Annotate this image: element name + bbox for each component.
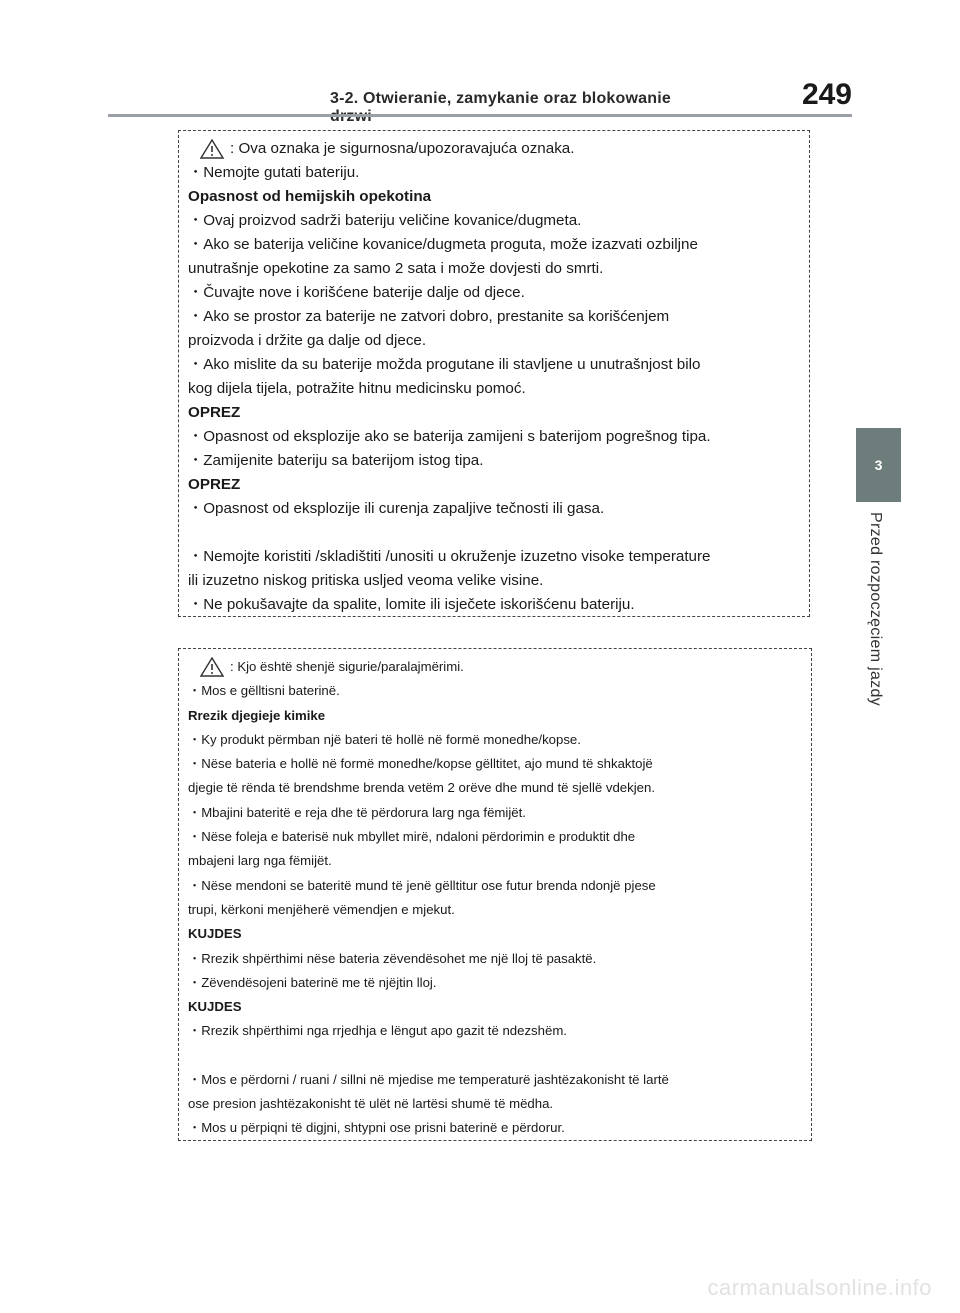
- text-line: kog dijela tijela, potražite hitnu medicinsku pomoć.: [188, 380, 526, 397]
- subheading: Rrezik djegieje kimike: [188, 707, 326, 723]
- text-line: ・ Ako se prostor za baterije ne zatvori dobro, prestanite sa korišćenjem: [188, 305, 799, 329]
- text-line: ・ Ky produkt përmban një bateri të hollë në formë monedhe/kopse.: [188, 728, 801, 752]
- text-line: mbajeni larg nga fëmijët.: [188, 853, 332, 869]
- warning-triangle-icon: [200, 657, 224, 677]
- text-line: ・ Rrezik shpërthimi nga rrjedhja e lëngut apo gazit të ndezshëm.: [188, 1019, 801, 1043]
- section-title: 3-2. Otwieranie, zamykanie oraz blokowanie: [330, 90, 671, 107]
- text-line: ・ Zëvendësojeni baterinë me të njëjtin lloj.: [188, 971, 801, 995]
- subheading: OPREZ: [188, 476, 241, 493]
- text-line: ・ Nemojte gutati bateriju.: [188, 161, 799, 185]
- text-line: proizvoda i držite ga dalje od djece.: [188, 332, 427, 349]
- subheading: Opasnost od hemijskih opekotina: [188, 188, 432, 205]
- text-line: ・ Nemojte koristiti /skladištiti /unositi u okruženje izuzetno visoke temperature: [188, 545, 799, 569]
- subheading: OPREZ: [188, 404, 241, 421]
- text-line: trupi, kërkoni menjëherë vëmendjen e mjekut.: [188, 901, 455, 917]
- text-line: ・ Ovaj proizvod sadrži bateriju veličine kovanice/dugmeta.: [188, 209, 799, 233]
- warning-box-bosnian: [178, 130, 810, 617]
- text-line: ・ Zamijenite bateriju sa baterijom istog tipa.: [188, 449, 799, 473]
- text-line: ・ Čuvajte nove i korišćene baterije dalje od djece.: [188, 281, 799, 305]
- text-line: ・ Ne pokušavajte da spalite, lomite ili isječete iskorišćenu bateriju.: [188, 593, 799, 617]
- chapter-label: Przed rozpoczęciem jazdy: [867, 512, 884, 706]
- chapter-tab: 3: [856, 428, 901, 502]
- watermark: carmanualsonline.info: [707, 1275, 932, 1300]
- blank-line: [188, 1044, 801, 1068]
- text-line: ・ Rrezik shpërthimi nëse bateria zëvendësohet me një lloj të pasaktë.: [188, 947, 801, 971]
- text-line: ・ Nëse mendoni se bateritë mund të jenë gëlltitur ose futur brenda ndonjë pjese: [188, 874, 801, 898]
- warning-heading: : Kjo është shenjë sigurie/paralajmërimi.: [188, 655, 801, 679]
- text-line: ・ Ako mislite da su baterije možda progutane ili stavljene u unutrašnjost bilo: [188, 353, 799, 377]
- text-line: ili izuzetno niskog pritiska usljed veoma velike visine.: [188, 572, 544, 589]
- text-line: ・ Mos e përdorni / ruani / sillni në mjedise me temperaturë jashtëzakonisht të lartë: [188, 1068, 801, 1092]
- text-line: ・ Mos e gëlltisni baterinë.: [188, 679, 801, 703]
- text-line: ・ Nëse foleja e baterisë nuk mbyllet mirë, ndaloni përdorimin e produktit dhe: [188, 825, 801, 849]
- page-number: 249: [801, 78, 852, 111]
- text-line: ・ Mbajini bateritë e reja dhe të përdorura larg nga fëmijët.: [188, 801, 801, 825]
- text-line: ose presion jashtëzakonisht të ulët në lartësi shumë të mëdha.: [188, 1096, 554, 1112]
- text-line: ・ Nëse bateria e hollë në formë monedhe/kopse gëlltitet, ajo mund të shkaktojë: [188, 752, 801, 776]
- warning-box-albanian: [178, 648, 812, 1141]
- header-divider: [108, 114, 852, 117]
- warning-triangle-icon: [200, 139, 224, 159]
- subheading: KUJDES: [188, 926, 242, 942]
- text-line: ・ Opasnost od eksplozije ako se baterija zamijeni s baterijom pogrešnog tipa.: [188, 425, 799, 449]
- page-header: [330, 74, 852, 114]
- text-line: ・ Opasnost od eksplozije ili curenja zapaljive tečnosti ili gasa.: [188, 497, 799, 521]
- blank-line: [188, 521, 799, 545]
- subheading: KUJDES: [188, 999, 242, 1015]
- warning-heading: : Ova oznaka je sigurnosna/upozoravajuća oznaka.: [188, 137, 799, 161]
- text-line: ・ Ako se baterija veličine kovanice/dugmeta proguta, može izazvati ozbiljne: [188, 233, 799, 257]
- text-line: djegie të rënda të brendshme brenda vetëm 2 orëve dhe mund të sjellë vdekjen.: [188, 780, 655, 796]
- text-line: ・ Mos u përpiqni të digjni, shtypni ose prisni baterinë e përdorur.: [188, 1116, 801, 1140]
- text-line: unutrašnje opekotine za samo 2 sata i može dovjesti do smrti.: [188, 260, 604, 277]
